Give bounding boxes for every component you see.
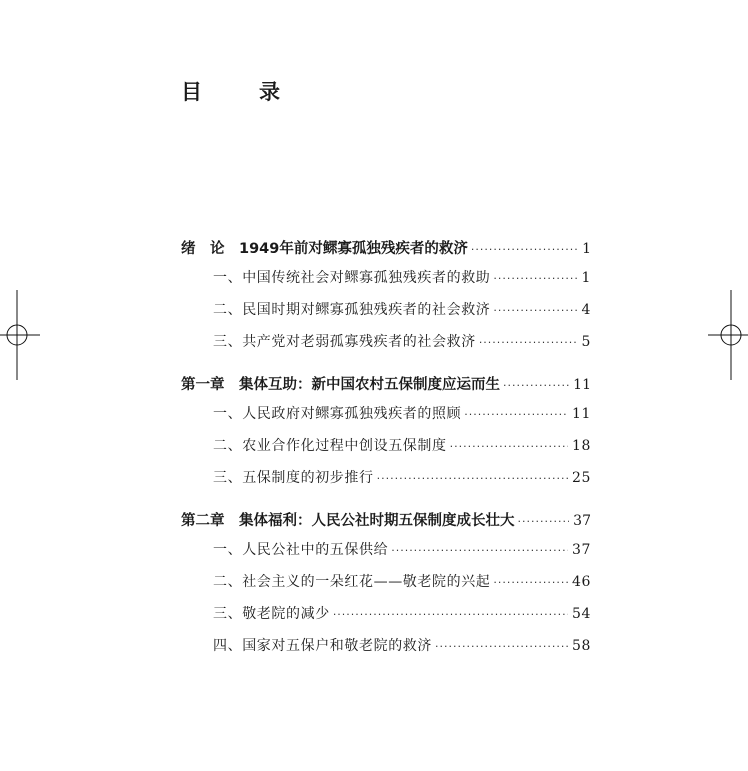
toc-section-title: 三、共产党对老弱孤寡残疾者的社会救济 — [213, 334, 476, 350]
toc-page-number: 1 — [581, 270, 591, 286]
toc-section-entry[interactable] — [181, 262, 591, 294]
dot-leader — [471, 237, 578, 263]
dot-leader — [391, 535, 568, 567]
toc-page-number: 25 — [571, 470, 591, 486]
toc-chapter-title: 绪 论 1949年前对鳏寡孤独残疾者的救济 — [181, 241, 468, 257]
toc-section-title: 三、五保制度的初步推行 — [213, 470, 374, 486]
dot-leader — [435, 631, 568, 663]
toc-page-number: 5 — [581, 334, 591, 350]
toc-section-title: 三、敬老院的减少 — [213, 606, 330, 622]
toc-page-number: 37 — [573, 513, 591, 529]
dot-leader — [503, 373, 569, 399]
dot-leader — [464, 399, 568, 431]
toc-page-number: 58 — [571, 638, 591, 654]
toc-section-title: 一、人民公社中的五保供给 — [213, 542, 389, 558]
toc-section-entry[interactable] — [181, 326, 591, 358]
dot-leader — [377, 463, 568, 495]
dot-leader — [493, 263, 577, 295]
dot-leader — [333, 599, 568, 631]
toc-page-number: 11 — [573, 377, 591, 393]
toc-section-title: 二、社会主义的一朵红花——敬老院的兴起 — [213, 574, 491, 590]
registration-mark-right-icon — [708, 290, 748, 380]
toc-section-title: 一、人民政府对鳏寡孤独残疾者的照顾 — [213, 406, 462, 422]
toc-section-title: 一、中国传统社会对鳏寡孤独残疾者的救助 — [213, 270, 491, 286]
toc-section-title: 二、民国时期对鳏寡孤独残疾者的社会救济 — [213, 302, 491, 318]
page-title: 目 录 — [181, 80, 298, 104]
toc-section-entry[interactable] — [181, 598, 591, 630]
dot-leader — [518, 509, 570, 535]
toc-section-entry[interactable] — [181, 430, 591, 462]
dot-leader — [479, 327, 578, 359]
toc-page-number: 1 — [582, 241, 591, 257]
toc-chapter — [181, 372, 591, 494]
toc-page-number: 4 — [581, 302, 591, 318]
toc-chapter-title: 第一章 集体互助：新中国农村五保制度应运而生 — [181, 377, 500, 393]
toc-page-number: 46 — [571, 574, 591, 590]
toc-section-entry[interactable] — [181, 566, 591, 598]
dot-leader — [493, 295, 577, 327]
toc-chapter — [181, 236, 591, 358]
toc-page-number: 18 — [571, 438, 591, 454]
toc-section-entry[interactable] — [181, 398, 591, 430]
registration-mark-left-icon — [0, 290, 40, 380]
toc-section-entry[interactable] — [181, 630, 591, 662]
toc-chapter-title: 第二章 集体福利：人民公社时期五保制度成长壮大 — [181, 513, 515, 529]
toc-chapter-entry[interactable] — [181, 236, 591, 262]
toc-section-title: 二、农业合作化过程中创设五保制度 — [213, 438, 447, 454]
toc-page-number: 54 — [571, 606, 591, 622]
toc-chapter-entry[interactable] — [181, 508, 591, 534]
toc-chapter-entry[interactable] — [181, 372, 591, 398]
toc-chapter — [181, 508, 591, 662]
toc-section-entry[interactable] — [181, 462, 591, 494]
toc-section-entry[interactable] — [181, 534, 591, 566]
dot-leader — [450, 431, 568, 463]
toc-page-number: 11 — [571, 406, 591, 422]
toc-page-number: 37 — [571, 542, 591, 558]
toc-section-entry[interactable] — [181, 294, 591, 326]
dot-leader — [493, 567, 568, 599]
toc-section-title: 四、国家对五保户和敬老院的救济 — [213, 638, 432, 654]
table-of-contents — [181, 236, 591, 676]
